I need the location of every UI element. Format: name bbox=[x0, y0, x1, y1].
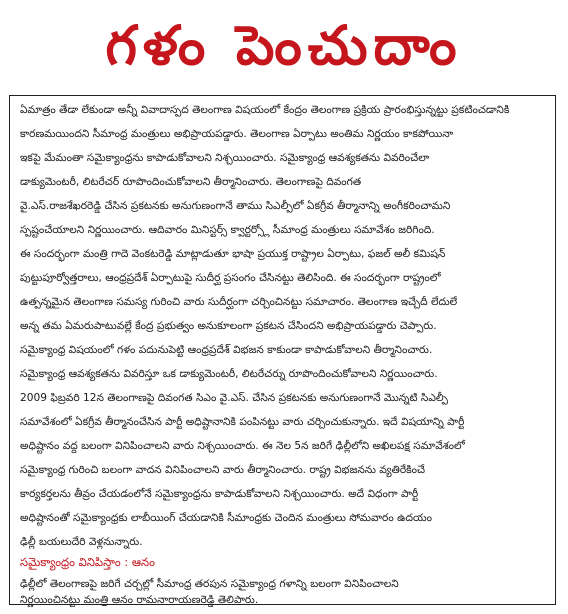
body-line: ఇకపై మేమంతా సమైక్యాంధ్రను కాపాడుకోవాలని నిశ్చయించారు. సమైక్యాంధ్ర ఆవశ్యకతను వివరించేలా bbox=[20, 152, 430, 164]
body-line: 2009 ఫిబ్రవరి 12న తెలంగాణపై దివంగత సిఎం వై.ఎస్. చేసిన ప్రకటనకు అనుగుణంగానే మొన్నటి సిఎల్పీ bbox=[20, 392, 448, 404]
body-line: సమైక్యాంధ్ర ఆవశ్యకతను వివరిస్తూ ఒక డాక్యుమెంటరీ, లిటరేచర్ను రూపొందించుకోవాలని నిర్ణయించారు. bbox=[20, 368, 438, 380]
body-line: డాక్యుమెంటరీ, లిటరేచర్ రూపొందించుకోవాలని తీర్మానించారు. తెలంగాణపై దివంగత bbox=[20, 176, 362, 188]
body-line: అధిష్టానంతో సమైక్యాంధ్రకు లాబీయింగ్ చేయడానికి సీమాంధ్రకు చెందిన మంత్రులు సోమవారం ఉదయం bbox=[20, 512, 432, 524]
body-line: ఢిల్లీలో తెలంగాణపై జరిగే చర్చల్లో సీమాంధ్ర తరపున సమైక్యాంధ్ర గళాన్ని బలంగా వినిపించాలని bbox=[20, 578, 399, 590]
body-line: ఈ సందర్భంగా మంత్రి గాదె వెంకటరెడ్డి మాట్లాడుతూ భాషా ప్రయుక్త రాష్ట్రాల ఏర్పాటు, ఫజల్ అలీ కమిషన్ bbox=[20, 248, 446, 260]
body-line: సమైక్యాంధ్ర విషయంలో గళం పదునుపెట్టి ఆంధ్రప్రదేశ్ విభజన కాకుండా కాపాడుకోవాలని తీర్మానించారు. bbox=[20, 344, 433, 356]
body-line: కార్యకర్తలను తీవ్రం చేయడంలోనే సమైక్యాంధ్రను కాపాడుకోవాలని నిశ్చయించారు. అదే విధంగా పార్టీ bbox=[20, 488, 419, 500]
body-line: అన్న తమ ఏమరుపాటువల్లే కేంద్ర ప్రభుత్వం అనుకూలంగా ప్రకటన చేసిందని అభిప్రాయపడ్డారు చెప్పారు. bbox=[20, 320, 437, 332]
body-line: పుట్టుపూర్వోత్తరాలు, ఆంధ్రప్రదేశ్ ఏర్పాటుపై సుదీర్ఘ ప్రసంగం చేసినట్టు తెలిసింది. ఈ సందర్భంగా రాష్ట్రంలో bbox=[20, 272, 441, 284]
subheading: సమైక్యాంధ్రం వినిపిస్తాం : ఆనం bbox=[20, 555, 155, 569]
body-line: నిర్ణయించినట్టు మంత్రి ఆనం రామనారాయణరెడ్డి తెలిపారు. bbox=[20, 594, 259, 606]
body-line: సమైక్యాంధ్ర గురించి బలంగా వాదన వినిపించాలని వారు తీర్మానించారు. రాష్ట్ర విభజనను వ్యతిరేకించే bbox=[20, 464, 426, 476]
body-line: ఏమాత్రం తేడా లేకుండా అన్నీ వివాదాస్పద తెలంగాణ విషయంలో కేంద్రం తెలంగాణ ప్రక్రియ ప్రారంభిస్తున్నట్టు ప్రకటించడానికి bbox=[20, 104, 510, 116]
body-line: కారణమయిందని సీమాంధ్ర మంత్రులు అభిప్రాయపడ్డారు. తెలంగాణ ఏర్పాటు అంతిమ నిర్ణయం కాకపోయినా bbox=[20, 128, 454, 140]
body-line: వై.ఎస్.రాజశేఖరరెడ్డి చేసిన ప్రకటనకు అనుగుణంగానే తాము సిఎల్పీలో ఏకగ్రీవ తీర్మానాన్ని అంగీకరించామని bbox=[20, 200, 451, 212]
body-line: సమావేశంలో ఏకగ్రీవ తీర్మానంచేసిన పార్టీ అధిష్టానానికి పంపినట్టు వారు చర్చించుకున్నారు. ఇదే విషయాన్ని పార్టీ bbox=[20, 416, 465, 428]
body-line: స్పష్టంచేయాలని నిర్ణయించారు. ఆదివారం మినిస్టర్స్ క్వార్టర్స్లో సీమాంధ్ర మంత్రులు సమావేశం జరిగింది. bbox=[20, 224, 435, 236]
headline: గళం పెంచుదాం bbox=[105, 14, 463, 77]
body-line: ఉత్పన్నమైన తెలంగాణ సమస్య గురించి వారు సుదీర్ఘంగా చర్చించినట్టు సమాచారం. తెలంగాణ ఇచ్చేదీ లేదులే bbox=[20, 296, 458, 308]
body-line: ఢిల్లీ బయలుదేరి వెళ్లనున్నారు. bbox=[20, 536, 143, 548]
body-line: అధిష్టానం వద్ద బలంగా వినిపించాలని వారు నిశ్చయించారు. ఈ నెల 5న జరిగే ఢిల్లీలోని అఖిలపక్ష సమావేశంలో bbox=[20, 440, 465, 452]
